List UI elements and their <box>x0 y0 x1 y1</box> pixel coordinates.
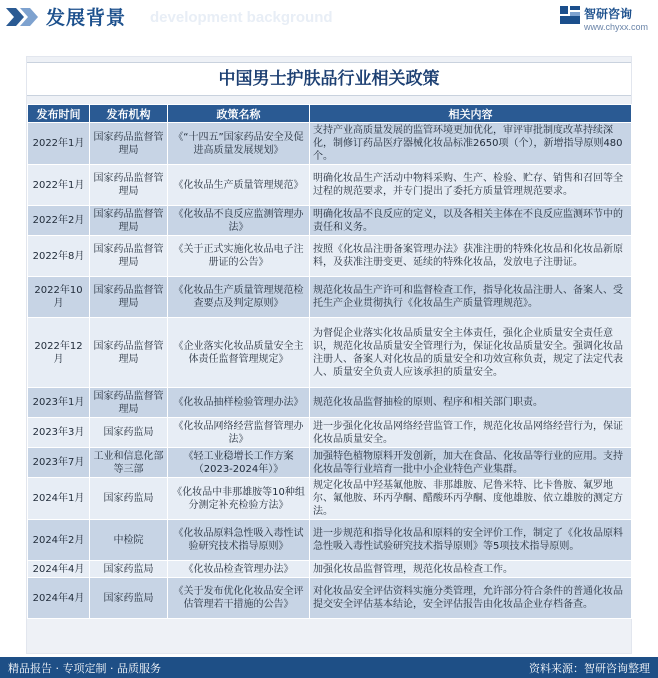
header-bar <box>0 0 658 34</box>
cell-date: 2022年1月 <box>28 123 90 165</box>
cell-policy-name: 《化妆品原料急性吸入毒性试验研究技术指导原则》 <box>168 520 310 561</box>
cell-policy-name: 《化妆品检查管理办法》 <box>168 561 310 578</box>
cell-org: 国家药品监督管理局 <box>90 236 168 277</box>
cell-content: 明确化妆品不良反应的定义，以及各相关主体在不良反应监测环节中的责任和义务。 <box>310 206 632 236</box>
cell-date: 2023年7月 <box>28 448 90 478</box>
table-row <box>28 520 632 561</box>
cell-content: 进一步强化化妆品网络经营监管工作，规范化妆品网络经营行为，保证化妆品质量安全。 <box>310 418 632 448</box>
cell-policy-name: 《关于发布优化化妆品安全评估管理若干措施的公告》 <box>168 578 310 619</box>
document-title: 中国男士护肤品行业相关政策 <box>27 62 631 96</box>
cell-date: 2022年2月 <box>28 206 90 236</box>
cell-org: 国家药品监督管理局 <box>90 165 168 206</box>
cell-date: 2024年4月 <box>28 578 90 619</box>
table-row <box>28 418 632 448</box>
cell-policy-name: 《化妆品生产质量管理规范》 <box>168 165 310 206</box>
cell-policy-name: 《轻工业稳增长工作方案（2023-2024年）》 <box>168 448 310 478</box>
cell-date: 2022年1月 <box>28 165 90 206</box>
footer-bar <box>0 657 658 678</box>
cell-date: 2024年1月 <box>28 478 90 520</box>
column-header-content: 相关内容 <box>310 105 632 123</box>
cell-org: 国家药监局 <box>90 578 168 619</box>
cell-content: 加强化妆品监督管理，规范化妆品检查工作。 <box>310 561 632 578</box>
cell-content: 规范化妆品生产许可和监督检查工作，指导化妆品注册人、备案人、受托生产企业贯彻执行《化妆品生产质量管理规范》。 <box>310 277 632 318</box>
column-header-policy-name: 政策名称 <box>168 105 310 123</box>
cell-org: 国家药监局 <box>90 561 168 578</box>
table-row <box>28 578 632 619</box>
table-row <box>28 478 632 520</box>
cell-date: 2022年8月 <box>28 236 90 277</box>
table-row <box>28 561 632 578</box>
cell-policy-name: 《化妆品生产质量管理规范检查要点及判定原则》 <box>168 277 310 318</box>
cell-date: 2022年12月 <box>28 318 90 388</box>
cell-org: 中检院 <box>90 520 168 561</box>
cell-org: 国家药品监督管理局 <box>90 123 168 165</box>
cell-content: 规定化妆品中羟基氟他胺、非那雄胺、尼鲁米特、比卡鲁胺、氟罗地尔、氟他胺、环丙孕酮、醋酸环丙孕酮、度他雄胺、依立雄胺的测定方法。 <box>310 478 632 520</box>
cell-policy-name: 《企业落实化妆品质量安全主体责任监督管理规定》 <box>168 318 310 388</box>
table-row <box>28 277 632 318</box>
cell-org: 国家药品监督管理局 <box>90 318 168 388</box>
cell-content: 为督促企业落实化妆品质量安全主体责任，强化企业质量安全责任意识，规范化妆品质量安全管理行为，保证化妆品质量安全。强调化妆品注册人、备案人对化妆品的质量安全和功效宣称负责，规定了法定代表人、质量安全负责人应该承担的质量安全。 <box>310 318 632 388</box>
column-header-org: 发布机构 <box>90 105 168 123</box>
footer-slogan: 精品报告 · 专项定制 · 品质服务 <box>8 662 161 675</box>
cell-content: 按照《化妆品注册备案管理办法》获准注册的特殊化妆品和化妆品新原料，及获准注册变更、延续的特殊化妆品，发放电子注册证。 <box>310 236 632 277</box>
cell-date: 2024年4月 <box>28 561 90 578</box>
cell-policy-name: 《关于正式实施化妆品电子注册证的公告》 <box>168 236 310 277</box>
cell-org: 工业和信息化部等三部 <box>90 448 168 478</box>
cell-date: 2022年10月 <box>28 277 90 318</box>
cell-org: 国家药品监督管理局 <box>90 388 168 418</box>
brand-url[interactable]: www.chyxx.com <box>584 22 649 32</box>
table-row <box>28 448 632 478</box>
cell-date: 2023年3月 <box>28 418 90 448</box>
cell-org: 国家药监局 <box>90 478 168 520</box>
cell-policy-name: 《化妆品抽样检验管理办法》 <box>168 388 310 418</box>
table-row <box>28 206 632 236</box>
cell-org: 国家药监局 <box>90 418 168 448</box>
footer-source: 资料来源：智研咨询整理 <box>529 662 650 675</box>
cell-content: 进一步规范和指导化妆品和原料的安全评价工作，制定了《化妆品原料急性吸入毒性试验研究技术指导原则》等5项技术指导原则。 <box>310 520 632 561</box>
cell-content: 对化妆品安全评估资料实施分类管理，允许部分符合条件的普通化妆品提交安全评估基本结论，安全评估报告由化妆品企业存档备查。 <box>310 578 632 619</box>
cell-content: 加强特色植物原料开发创新，加大在食品、化妆品等行业的应用。支持化妆品等行业培育一批中小企业特色产业集群。 <box>310 448 632 478</box>
cell-content: 规范化妆品监督抽检的原则、程序和相关部门职责。 <box>310 388 632 418</box>
table-row <box>28 318 632 388</box>
cell-date: 2024年2月 <box>28 520 90 561</box>
cell-policy-name: 《化妆品中非那雄胺等10种组分测定补充检验方法》 <box>168 478 310 520</box>
cell-org: 国家药品监督管理局 <box>90 206 168 236</box>
cell-policy-name: 《化妆品不良反应监测管理办法》 <box>168 206 310 236</box>
table-row <box>28 123 632 165</box>
table-row <box>28 388 632 418</box>
table-row <box>28 165 632 206</box>
cell-policy-name: 《“十四五”国家药品安全及促进高质量发展规划》 <box>168 123 310 165</box>
cell-date: 2023年1月 <box>28 388 90 418</box>
column-header-date: 发布时间 <box>28 105 90 123</box>
section-title: 发展背景 <box>46 7 127 29</box>
cell-content: 明确化妆品生产活动中物料采购、生产、检验、贮存、销售和召回等全过程的规范要求，并专门提出了委托方质量管理规范要求。 <box>310 165 632 206</box>
cell-policy-name: 《化妆品网络经营监督管理办法》 <box>168 418 310 448</box>
brand-logo-icon <box>560 6 580 24</box>
cell-content: 支持产业高质量发展的监管环境更加优化，审评审批制度改革持续深化，制修订药品医疗器械化妆品标准2650项（个），新增指导原则480个。 <box>310 123 632 165</box>
cell-org: 国家药品监督管理局 <box>90 277 168 318</box>
brand-name: 智研咨询 <box>584 7 633 21</box>
background-watermark-text: development background <box>150 9 333 26</box>
table-header-row <box>28 105 632 123</box>
double-chevron-icon <box>4 8 44 26</box>
table-row <box>28 236 632 277</box>
policy-table <box>27 104 632 619</box>
